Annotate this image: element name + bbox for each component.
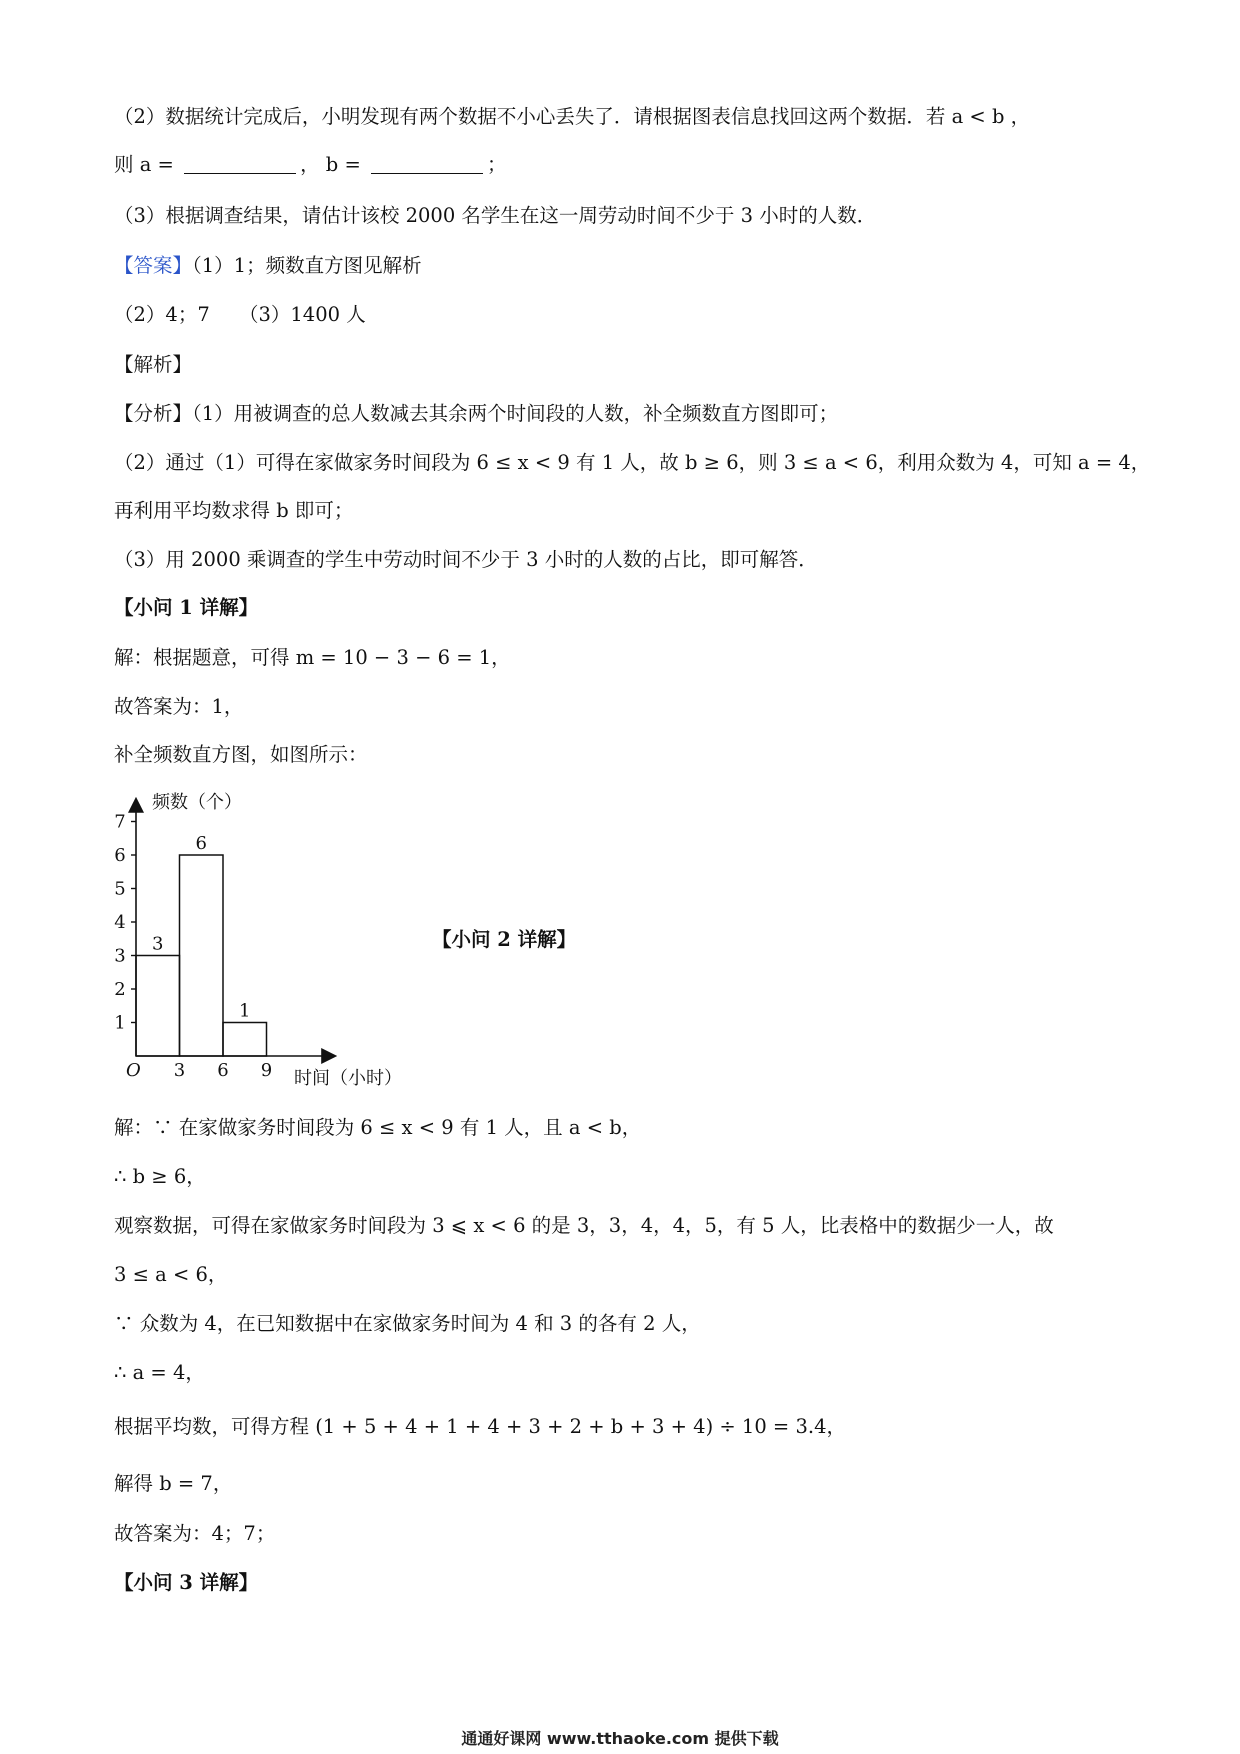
q2-b-label: ， b = [300, 153, 367, 176]
sub2-line-5: ∵ 众数为 4，在已知数据中在家做家务时间为 4 和 3 的各有 2 人， [114, 1312, 701, 1335]
analysis-line-2: （2）通过（1）可得在家做家务时间段为 6 ≤ x < 9 有 1 人，故 b ≥ 6，则 3 ≤ a < 6，利用众数为 4，可知 a = 4， [114, 451, 1151, 474]
q2-line-1: （2）数据统计完成后，小明发现有两个数据不小心丢失了．请根据图表信息找回这两个数据．若 a < b ， [114, 105, 1031, 128]
sub2-heading: 【小问 2 详解】 [432, 928, 577, 951]
histogram-svg [108, 780, 438, 1100]
analysis-label: 【解析】 [114, 353, 193, 376]
q3-line: （3）根据调查结果，请估计该校 2000 名学生在这一周劳动时间不少于 3 小时的人数． [114, 204, 877, 227]
y-tick-label-4: 4 [114, 912, 126, 933]
y-tick-label-6: 6 [114, 845, 126, 866]
sub2-line-4: 3 ≤ a < 6， [114, 1263, 228, 1286]
analysis-line-4: （3）用 2000 乘调查的学生中劳动时间不少于 3 小时的人数的占比，即可解答． [114, 548, 818, 571]
histogram [108, 780, 438, 1100]
analysis-line-3: 再利用平均数求得 b 即可； [114, 499, 354, 522]
sub2-line-2: ∴ b ≥ 6， [114, 1165, 206, 1188]
answer-1-text: （1）1；频数直方图见解析 [192, 254, 422, 277]
sub2-line-9: 故答案为：4；7； [114, 1522, 276, 1545]
sub1-line-2: 故答案为：1， [114, 695, 244, 718]
x-tick-label-6: 6 [217, 1060, 229, 1081]
x-tick-label-3: 3 [173, 1060, 186, 1081]
y-tick-label-7: 7 [114, 811, 126, 833]
bar-value-label-3: 1 [239, 1000, 251, 1022]
q2-a-label: 则 a = [114, 153, 181, 176]
y-tick-label-3: 3 [114, 945, 126, 967]
q2-end: ； [486, 153, 507, 176]
answer-line-1 [114, 252, 422, 280]
analysis-line-1: 【分析】（1）用被调查的总人数减去其余两个时间段的人数，补全频数直方图即可； [114, 402, 839, 425]
y-axis-label: 频数（个） [152, 792, 242, 813]
bar-value-label-2: 6 [195, 833, 207, 854]
page-footer: 通通好课网 www.tthaoke.com 提供下载 [461, 1729, 779, 1748]
x-tick-label-9: 9 [260, 1060, 273, 1081]
q2-line-2 [114, 151, 507, 179]
histogram-bar-3 [223, 1023, 267, 1057]
bar-value-label-1: 3 [152, 933, 164, 955]
histogram-bar-1 [136, 956, 180, 1057]
y-tick-label-1: 1 [114, 1012, 126, 1034]
sub1-line-3: 补全频数直方图，如图所示： [114, 743, 368, 766]
answer-line-2: （2）4；7 （3）1400 人 [114, 303, 366, 326]
sub2-line-6: ∴ a = 4， [114, 1361, 205, 1384]
sub2-line-1: 解：∵ 在家做家务时间段为 6 ≤ x < 9 有 1 人，且 a < b， [114, 1116, 642, 1139]
origin-label: O [126, 1060, 141, 1081]
sub2-line-8: 解得 b = 7， [114, 1472, 233, 1495]
y-tick-label-2: 2 [114, 979, 126, 1000]
answer-label: 【答案】 [114, 254, 193, 277]
blank-b [371, 153, 483, 174]
sub2-line-7: 根据平均数，可得方程 (1 + 5 + 4 + 1 + 4 + 3 + 2 + b + 3 + 4) ÷ 10 = 3.4， [114, 1415, 846, 1438]
sub1-heading: 【小问 1 详解】 [114, 596, 259, 619]
sub2-line-3: 观察数据，可得在家做家务时间段为 3 ⩽ x < 6 的是 3，3，4，4，5，有 5 人，比表格中的数据少一人，故 [114, 1214, 1054, 1237]
blank-a [184, 153, 296, 174]
sub1-line-1: 解：根据题意，可得 m = 10 − 3 − 6 = 1， [114, 646, 511, 669]
x-axis-label: 时间（小时） [294, 1068, 402, 1089]
y-tick-label-5: 5 [114, 878, 126, 900]
histogram-bar-2 [180, 855, 224, 1056]
sub3-heading: 【小问 3 详解】 [114, 1571, 259, 1594]
